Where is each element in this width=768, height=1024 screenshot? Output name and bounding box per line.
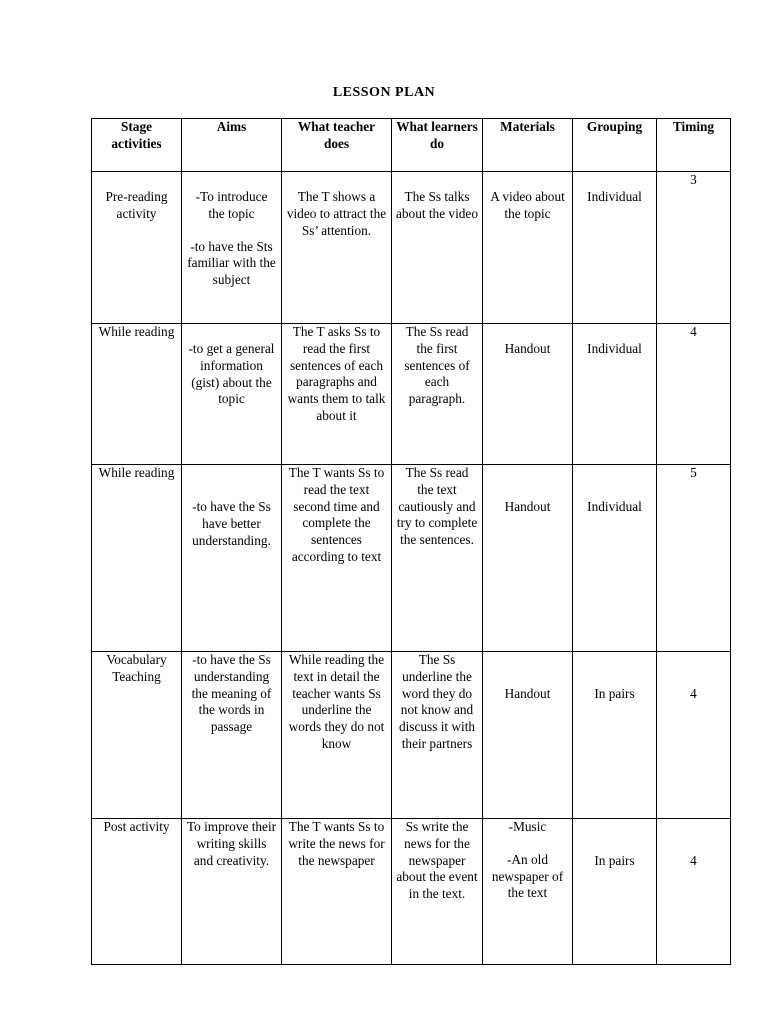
cell-timing: 4 (657, 819, 731, 965)
cell-stage: While reading (92, 324, 182, 465)
material-item: -Music (508, 819, 547, 834)
cell-stage: While reading (92, 465, 182, 652)
cell-teacher: The T wants Ss to write the news for the newspaper (282, 819, 392, 965)
cell-teacher: The T asks Ss to read the first sentences of each paragraphs and wants them to talk about it (282, 324, 392, 465)
cell-aims: -to have the Ss have better understanding. (182, 465, 282, 652)
cell-teacher: The T shows a video to attract the Ss’ attention. (282, 172, 392, 324)
cell-stage: Vocabulary Teaching (92, 652, 182, 819)
cell-teacher: The T wants Ss to read the text second time and complete the sentences according to text (282, 465, 392, 652)
cell-stage: Post activity (92, 819, 182, 965)
aim-item: -to have the Sts familiar with the subject (187, 238, 276, 288)
cell-timing: 5 (657, 465, 731, 652)
cell-grouping: Individual (573, 465, 657, 652)
cell-timing: 3 (657, 172, 731, 324)
header-grouping: Grouping (573, 119, 657, 172)
cell-timing: 4 (657, 652, 731, 819)
cell-learners: The Ss read the first sentences of each paragraph. (392, 324, 483, 465)
lesson-plan-table (91, 118, 731, 965)
cell-materials: A video about the topic (483, 172, 573, 324)
cell-stage: Pre-reading activity (92, 172, 182, 324)
table-row (92, 652, 731, 819)
cell-teacher: While reading the text in detail the teacher wants Ss underline the words they do not know (282, 652, 392, 819)
cell-materials (483, 819, 573, 965)
header-timing: Timing (657, 119, 731, 172)
cell-materials: Handout (483, 324, 573, 465)
header-teacher: What teacher does (282, 119, 392, 172)
cell-grouping: In pairs (573, 819, 657, 965)
header-aims: Aims (182, 119, 282, 172)
header-materials: Materials (483, 119, 573, 172)
cell-grouping: Individual (573, 324, 657, 465)
cell-learners: Ss write the news for the newspaper about the event in the text. (392, 819, 483, 965)
table-row (92, 465, 731, 652)
header-stage: Stage activities (92, 119, 182, 172)
material-item: -An old newspaper of the text (491, 851, 564, 901)
table-row (92, 172, 731, 324)
header-learners: What learners do (392, 119, 483, 172)
cell-grouping: Individual (573, 172, 657, 324)
cell-aims (182, 172, 282, 324)
table-header-row (92, 119, 731, 172)
cell-learners: The Ss underline the word they do not know and discuss it with their partners (392, 652, 483, 819)
table-row (92, 324, 731, 465)
page-title: LESSON PLAN (332, 85, 436, 100)
cell-learners: The Ss talks about the video (392, 172, 483, 324)
cell-materials: Handout (483, 465, 573, 652)
aim-item: -To introduce the topic (195, 189, 268, 221)
cell-learners: The Ss read the text cautiously and try to complete the sentences. (392, 465, 483, 652)
cell-grouping: In pairs (573, 652, 657, 819)
cell-aims: -to have the Ss understanding the meaning of the words in passage (182, 652, 282, 819)
cell-aims: To improve their writing skills and creativity. (182, 819, 282, 965)
cell-materials: Handout (483, 652, 573, 819)
cell-aims: -to get a general information (gist) about the topic (182, 324, 282, 465)
cell-timing: 4 (657, 324, 731, 465)
table-row (92, 819, 731, 965)
